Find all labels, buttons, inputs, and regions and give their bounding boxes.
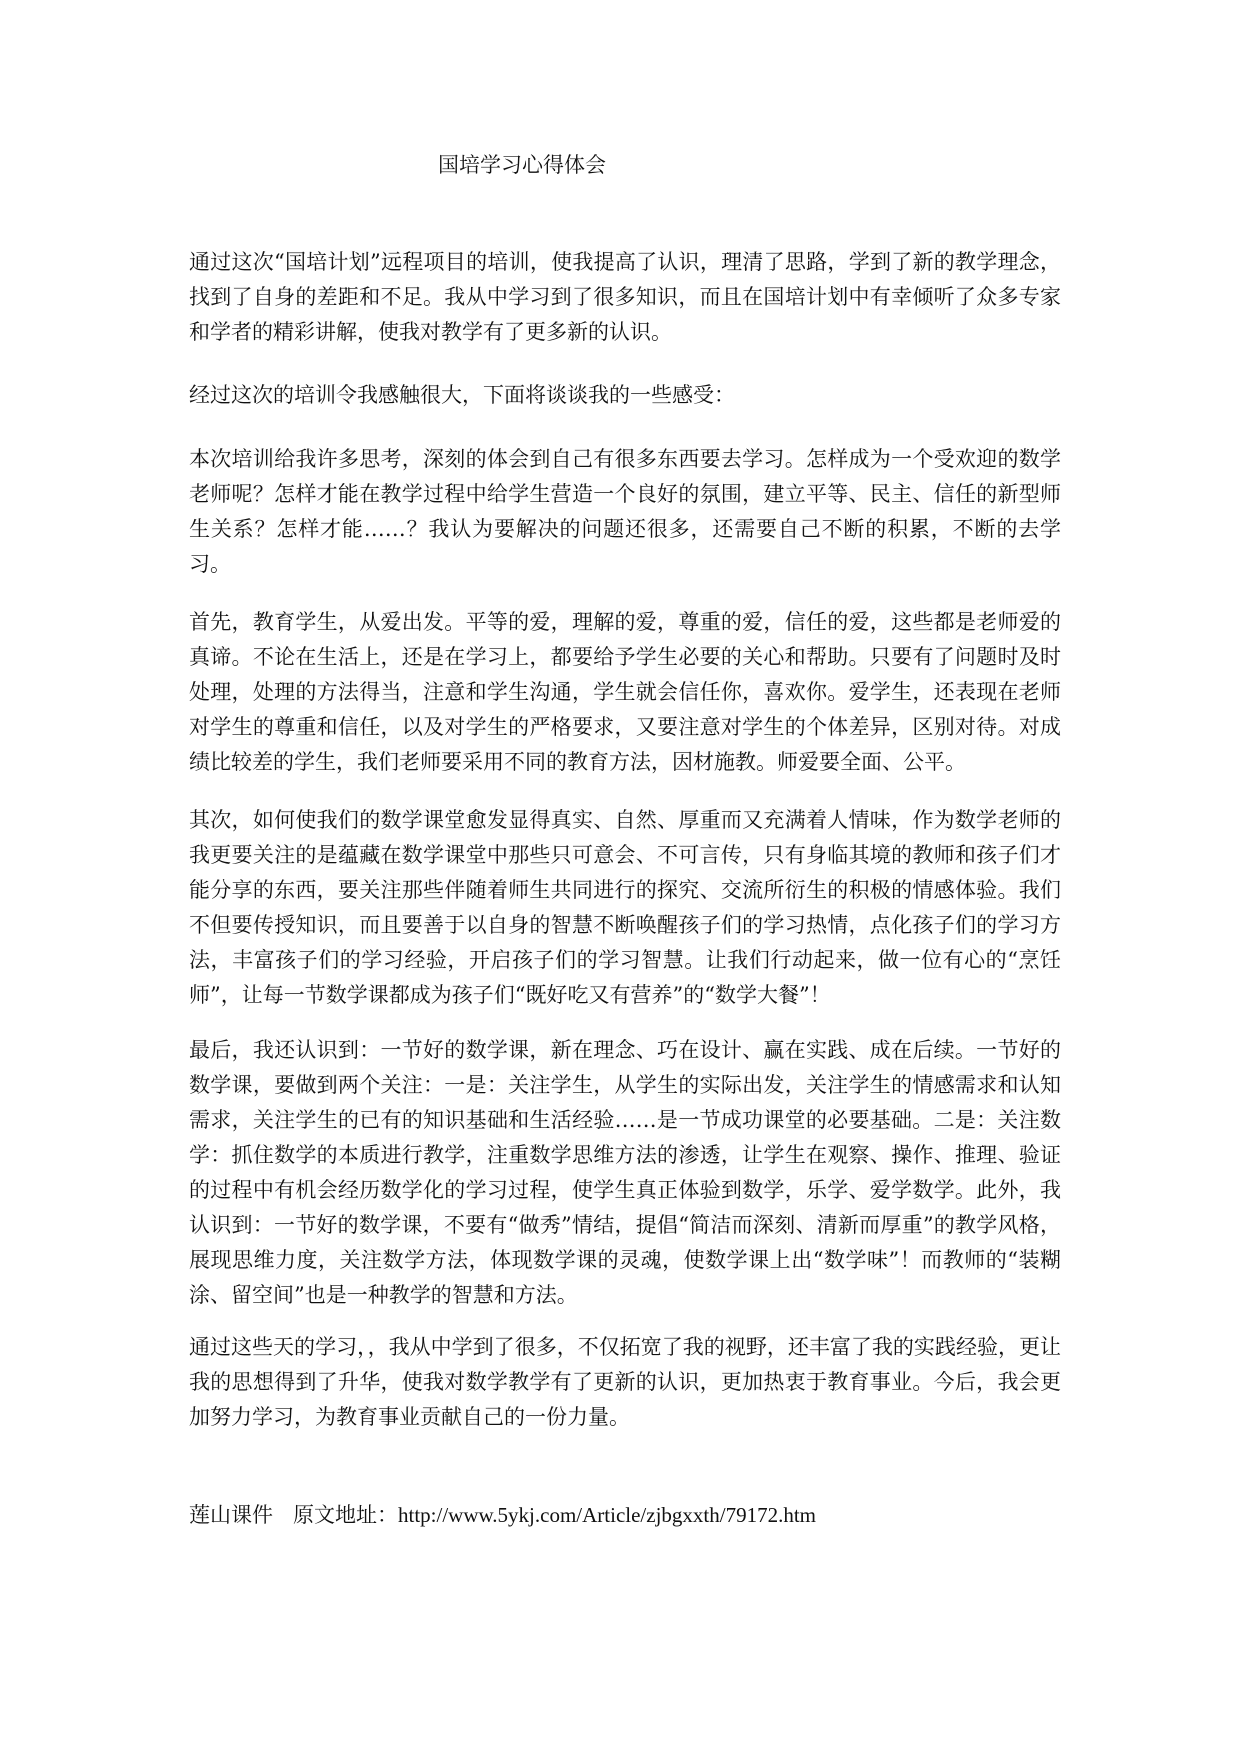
source-footer bbox=[189, 1500, 816, 1530]
paragraph-second-point: 其次，如何使我们的数学课堂愈发显得真实、自然、厚重而又充满着人情味，作为数学老师的我更要关注的是蕴藏在数学课堂中那些只可意会、不可言传，只有身临其境的教师和孩子们才能分享的东西，要关注那些伴随着师生共同进行的探究、交流所衍生的积极的情感体验。我们不但要传授知识，而且要善于以自身的智慧不断唤醒孩子们的学习热情，点化孩子们的学习方法，丰富孩子们的学习经验，开启孩子们的学习智慧。让我们行动起来，做一位有心的“烹饪师”，让每一节数学课都成为孩子们“既好吃又有营养”的“数学大餐”！ bbox=[189, 808, 1061, 1007]
paragraph-intro: 通过这次“国培计划”远程项目的培训，使我提高了认识，理清了思路，学到了新的教学理念，找到了自身的差距和不足。我从中学习到了很多知识，而且在国培计划中有幸倾听了众多专家和学者的精彩讲解，使我对教学有了更多新的认识。 bbox=[189, 250, 1061, 344]
paragraph-first-point: 首先，教育学生，从爱出发。平等的爱，理解的爱，尊重的爱，信任的爱，这些都是老师爱的真谛。不论在生活上，还是在学习上，都要给予学生必要的关心和帮助。只要有了问题时及时处理，处理的方法得当，注意和学生沟通，学生就会信任你，喜欢你。爱学生，还表现在老师对学生的尊重和信任，以及对学生的严格要求，又要注意对学生的个体差异，区别对待。对成绩比较差的学生，我们老师要采用不同的教育方法，因材施教。师爱要全面、公平。 bbox=[189, 610, 1061, 774]
paragraph-reflection: 本次培训给我许多思考，深刻的体会到自己有很多东西要去学习。怎样成为一个受欢迎的数学老师呢？怎样才能在教学过程中给学生营造一个良好的氛围，建立平等、民主、信任的新型师生关系？怎样才能……？我认为要解决的问题还很多，还需要自己不断的积累，不断的去学习。 bbox=[189, 447, 1061, 576]
source-name: 莲山课件 bbox=[189, 1503, 273, 1527]
source-url-label: 原文地址： bbox=[293, 1503, 398, 1527]
paragraph-feelings-lead: 经过这次的培训令我感触很大，下面将谈谈我的一些感受： bbox=[189, 383, 735, 407]
page-title: 国培学习心得体会 bbox=[438, 153, 606, 177]
source-url-link[interactable]: http://www.5ykj.com/Article/zjbgxxth/79172.htm bbox=[398, 1503, 817, 1527]
paragraph-conclusion: 通过这些天的学习，，我从中学到了很多，不仅拓宽了我的视野，还丰富了我的实践经验，更让我的思想得到了升华，使我对数学教学有了更新的认识，更加热衷于教育事业。今后，我会更加努力学习，为教育事业贡献自己的一份力量。 bbox=[189, 1335, 1061, 1429]
paragraph-final-point: 最后，我还认识到：一节好的数学课，新在理念、巧在设计、赢在实践、成在后续。一节好的数学课，要做到两个关注：一是：关注学生，从学生的实际出发，关注学生的情感需求和认知需求，关注学生的已有的知识基础和生活经验……是一节成功课堂的必要基础。二是：关注数学：抓住数学的本质进行教学，注重数学思维方法的渗透，让学生在观察、操作、推理、验证的过程中有机会经历数学化的学习过程，使学生真正体验到数学，乐学、爱学数学。此外，我认识到：一节好的数学课，不要有“做秀”情结，提倡“简洁而深刻、清新而厚重”的教学风格，展现思维力度，关注数学方法，体现数学课的灵魂，使数学课上出“数学味”！而教师的“装糊涂、留空间”也是一种教学的智慧和方法。 bbox=[189, 1038, 1061, 1307]
